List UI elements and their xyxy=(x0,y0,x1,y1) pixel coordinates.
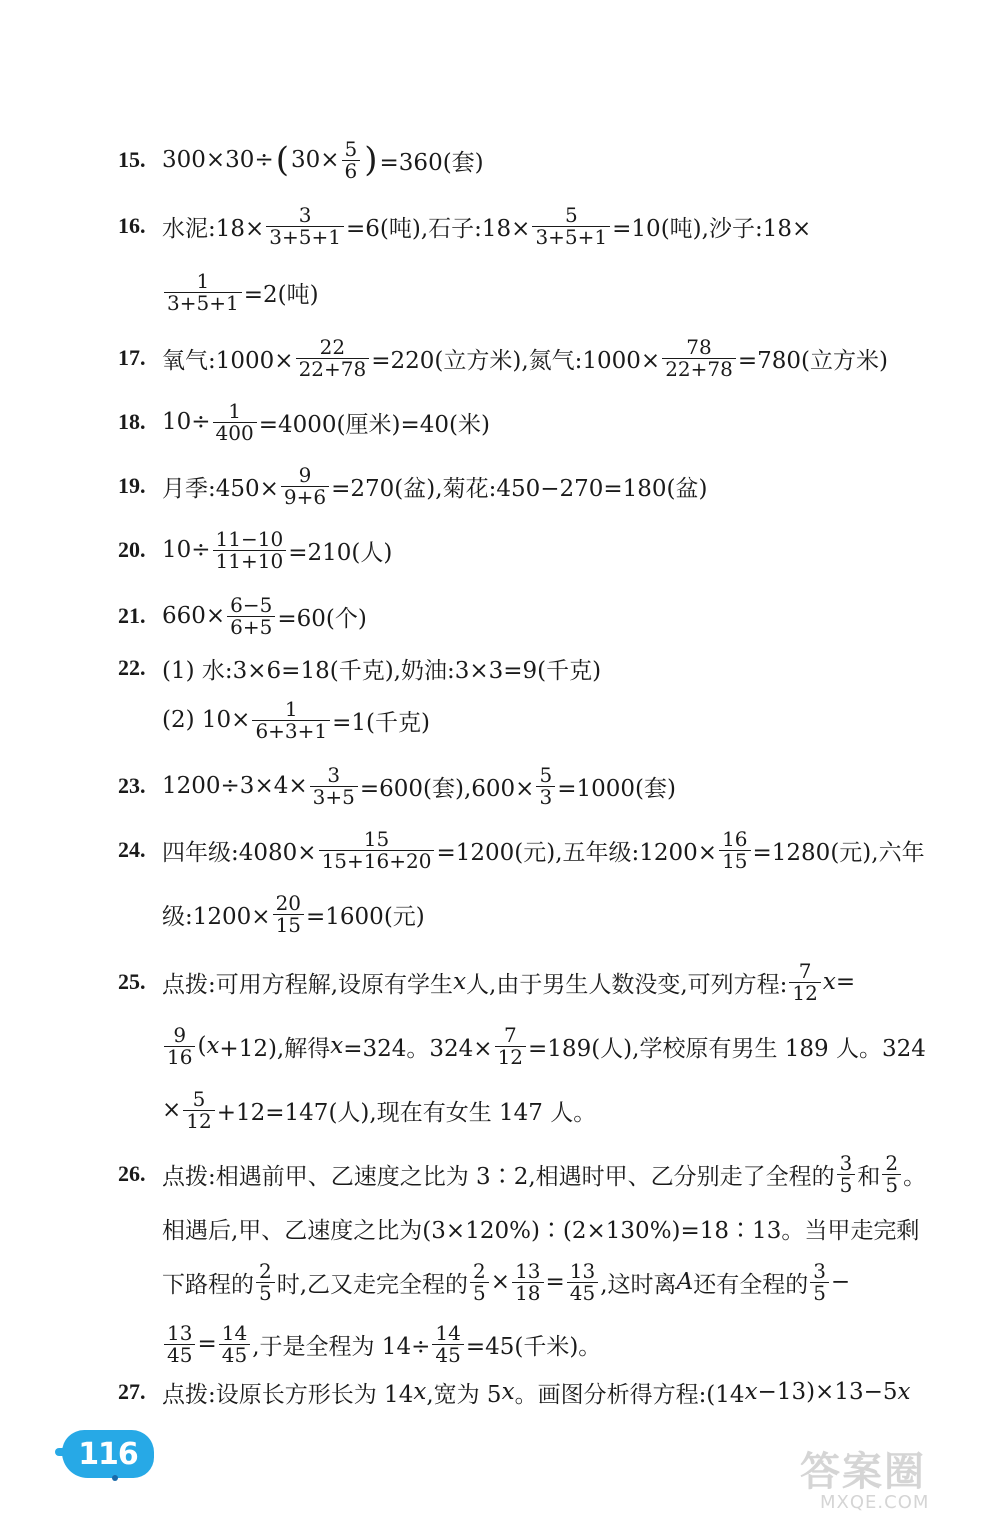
watermark-logo: 答案圈 xyxy=(800,1449,926,1495)
fraction: $\frac{7}{12}$ xyxy=(495,1025,526,1068)
answer-25: 25. 点拨:可用方程解,设原有学生 x 人,由于男生人数没变,可列方程: $\frac{7}{12}$ x = xyxy=(118,958,856,1005)
fraction: $\frac{3}{3+5}$ xyxy=(310,765,358,808)
answer-16-cont: $\frac{1}{3+5+1}$ =2(吨) xyxy=(0,262,1000,322)
fraction: $\frac{3}{5}$ xyxy=(810,1261,829,1304)
answer-20: 20. 10÷ $\frac{11-10}{11+10}$ =210(人) xyxy=(118,526,393,573)
fraction: $\frac{22}{22+78}$ xyxy=(296,337,370,380)
fraction: $\frac{11-10}{11+10}$ xyxy=(213,529,287,572)
fraction: $\frac{14}{45}$ xyxy=(432,1323,463,1366)
item-number: 20. xyxy=(118,537,146,562)
fraction: $\frac{16}{15}$ xyxy=(719,829,750,872)
answer-16: 16. 水泥:18× $\frac{3}{3+5+1}$ =6(吨),石子:18× $\frac{5}{3+5+1}$ =10(吨),沙子:18× xyxy=(118,202,812,249)
item-number: 25. xyxy=(118,969,146,994)
fraction: $\frac{13}{18}$ xyxy=(512,1261,543,1304)
page-badge-dot xyxy=(112,1475,118,1481)
answer-19: 19. 月季:450× $\frac{9}{9+6}$ =270(盆),菊花:450−270=180(盆) xyxy=(118,462,708,509)
fraction: $\frac{5}{12}$ xyxy=(183,1089,214,1132)
item-number: 21. xyxy=(118,603,146,628)
fraction: $\frac{20}{15}$ xyxy=(273,893,304,936)
answer-21: 21. 660× $\frac{6-5}{6+5}$ =60(个) xyxy=(118,592,367,639)
answer-23: 23. 1200÷3×4× $\frac{3}{3+5}$ =600(套),600× $\frac{5}{3}$ =1000(套) xyxy=(118,762,676,809)
item-number: 22. xyxy=(118,655,146,680)
answer-26-cont3: $\frac{13}{45}$ = $\frac{14}{45}$ ,于是全程为 14÷ $\frac{14}{45}$ =45(千米)。 xyxy=(0,1314,1000,1374)
item-number: 24. xyxy=(118,837,146,862)
answer-26-cont1: 相遇后,甲、乙速度之比为(3×120%)∶(2×130%)=18∶13。当甲走完剩 xyxy=(162,1217,920,1244)
fraction: $\frac{9}{16}$ xyxy=(164,1025,195,1068)
item-number: 27. xyxy=(118,1379,146,1404)
fraction: $\frac{9}{9+6}$ xyxy=(281,465,329,508)
fraction: $\frac{1}{3+5+1}$ xyxy=(164,271,242,314)
answer-25-cont1: $\frac{9}{16}$ ( x +12),解得 x =324。324× $\frac{7}{12}$ =189(人),学校原有男生 189 人。324 xyxy=(0,1016,1000,1076)
item-number: 17. xyxy=(118,345,146,370)
answer-25-cont2: × $\frac{5}{12}$ +12=147(人),现在有女生 147 人。 xyxy=(162,1086,597,1133)
item-number: 23. xyxy=(118,773,146,798)
fraction: $\frac{14}{45}$ xyxy=(219,1323,250,1366)
answer-24: 24. 四年级:4080× $\frac{15}{15+16+20}$ =1200(元),五年级:1200× $\frac{16}{15}$ =1280(元),六年 xyxy=(118,826,925,873)
answer-24-cont: 级:1200× $\frac{20}{15}$ =1600(元) xyxy=(162,890,425,937)
fraction: $\frac{7}{12}$ xyxy=(789,961,820,1004)
answer-22-part2: (2) 10× $\frac{1}{6+3+1}$ =1(千克) xyxy=(162,696,430,743)
fraction: $\frac{6-5}{6+5}$ xyxy=(227,595,275,638)
fraction: $\frac{13}{45}$ xyxy=(164,1323,195,1366)
page-number: 116 xyxy=(78,1436,138,1472)
answer-22: 22. (1) 水:3×6=18(千克),奶油:3×3=9(千克) xyxy=(118,655,602,684)
answer-17: 17. 氧气:1000× $\frac{22}{22+78}$ =220(立方米),氮气:1000× $\frac{78}{22+78}$ =780(立方米) xyxy=(118,334,888,381)
watermark xyxy=(800,1440,970,1520)
fraction: $\frac{2}{5}$ xyxy=(470,1261,489,1304)
page-number-badge xyxy=(62,1430,154,1478)
answer-15: 15. 300×30÷ ( 30× $\frac{5}{6}$ ) =360(套) xyxy=(118,136,484,183)
fraction: $\frac{5}{3}$ xyxy=(536,765,555,808)
fraction: $\frac{13}{45}$ xyxy=(567,1261,598,1304)
fraction: $\frac{5}{6}$ xyxy=(342,139,361,182)
fraction: $\frac{1}{6+3+1}$ xyxy=(252,699,330,742)
fraction: $\frac{2}{5}$ xyxy=(256,1261,275,1304)
item-number: 18. xyxy=(118,409,146,434)
fraction: $\frac{3}{5}$ xyxy=(837,1153,856,1196)
watermark-site: MXQE.COM xyxy=(820,1492,930,1513)
item-number: 19. xyxy=(118,473,146,498)
answer-26-cont2: 下路程的 $\frac{2}{5}$ 时,乙又走完全程的 $\frac{2}{5}$ × $\frac{13}{18}$ = $\frac{13}{45}$ ,这时离 A 还有全程的 $\frac{3}{5}$ − xyxy=(162,1258,851,1305)
fraction: $\frac{15}{15+16+20}$ xyxy=(319,829,435,872)
fraction: $\frac{1}{400}$ xyxy=(213,401,257,444)
fraction: $\frac{5}{3+5+1}$ xyxy=(532,205,610,248)
fraction: $\frac{2}{5}$ xyxy=(882,1153,901,1196)
item-number: 16. xyxy=(118,213,146,238)
fraction: $\frac{78}{22+78}$ xyxy=(662,337,736,380)
answer-26: 26. 点拨:相遇前甲、乙速度之比为 3∶2,相遇时甲、乙分别走了全程的 $\frac{3}{5}$ 和 $\frac{2}{5}$ 。 xyxy=(118,1150,927,1197)
answer-27: 27. 点拨:设原长方形长为 14 x ,宽为 5 x 。画图分析得方程:(14 x −13)×13−5 x xyxy=(118,1379,911,1408)
item-number: 26. xyxy=(118,1161,146,1186)
item-number: 15. xyxy=(118,147,146,172)
fraction: $\frac{3}{3+5+1}$ xyxy=(266,205,344,248)
answer-18: 18. 10÷ $\frac{1}{400}$ =4000(厘米)=40(米) xyxy=(118,398,490,445)
